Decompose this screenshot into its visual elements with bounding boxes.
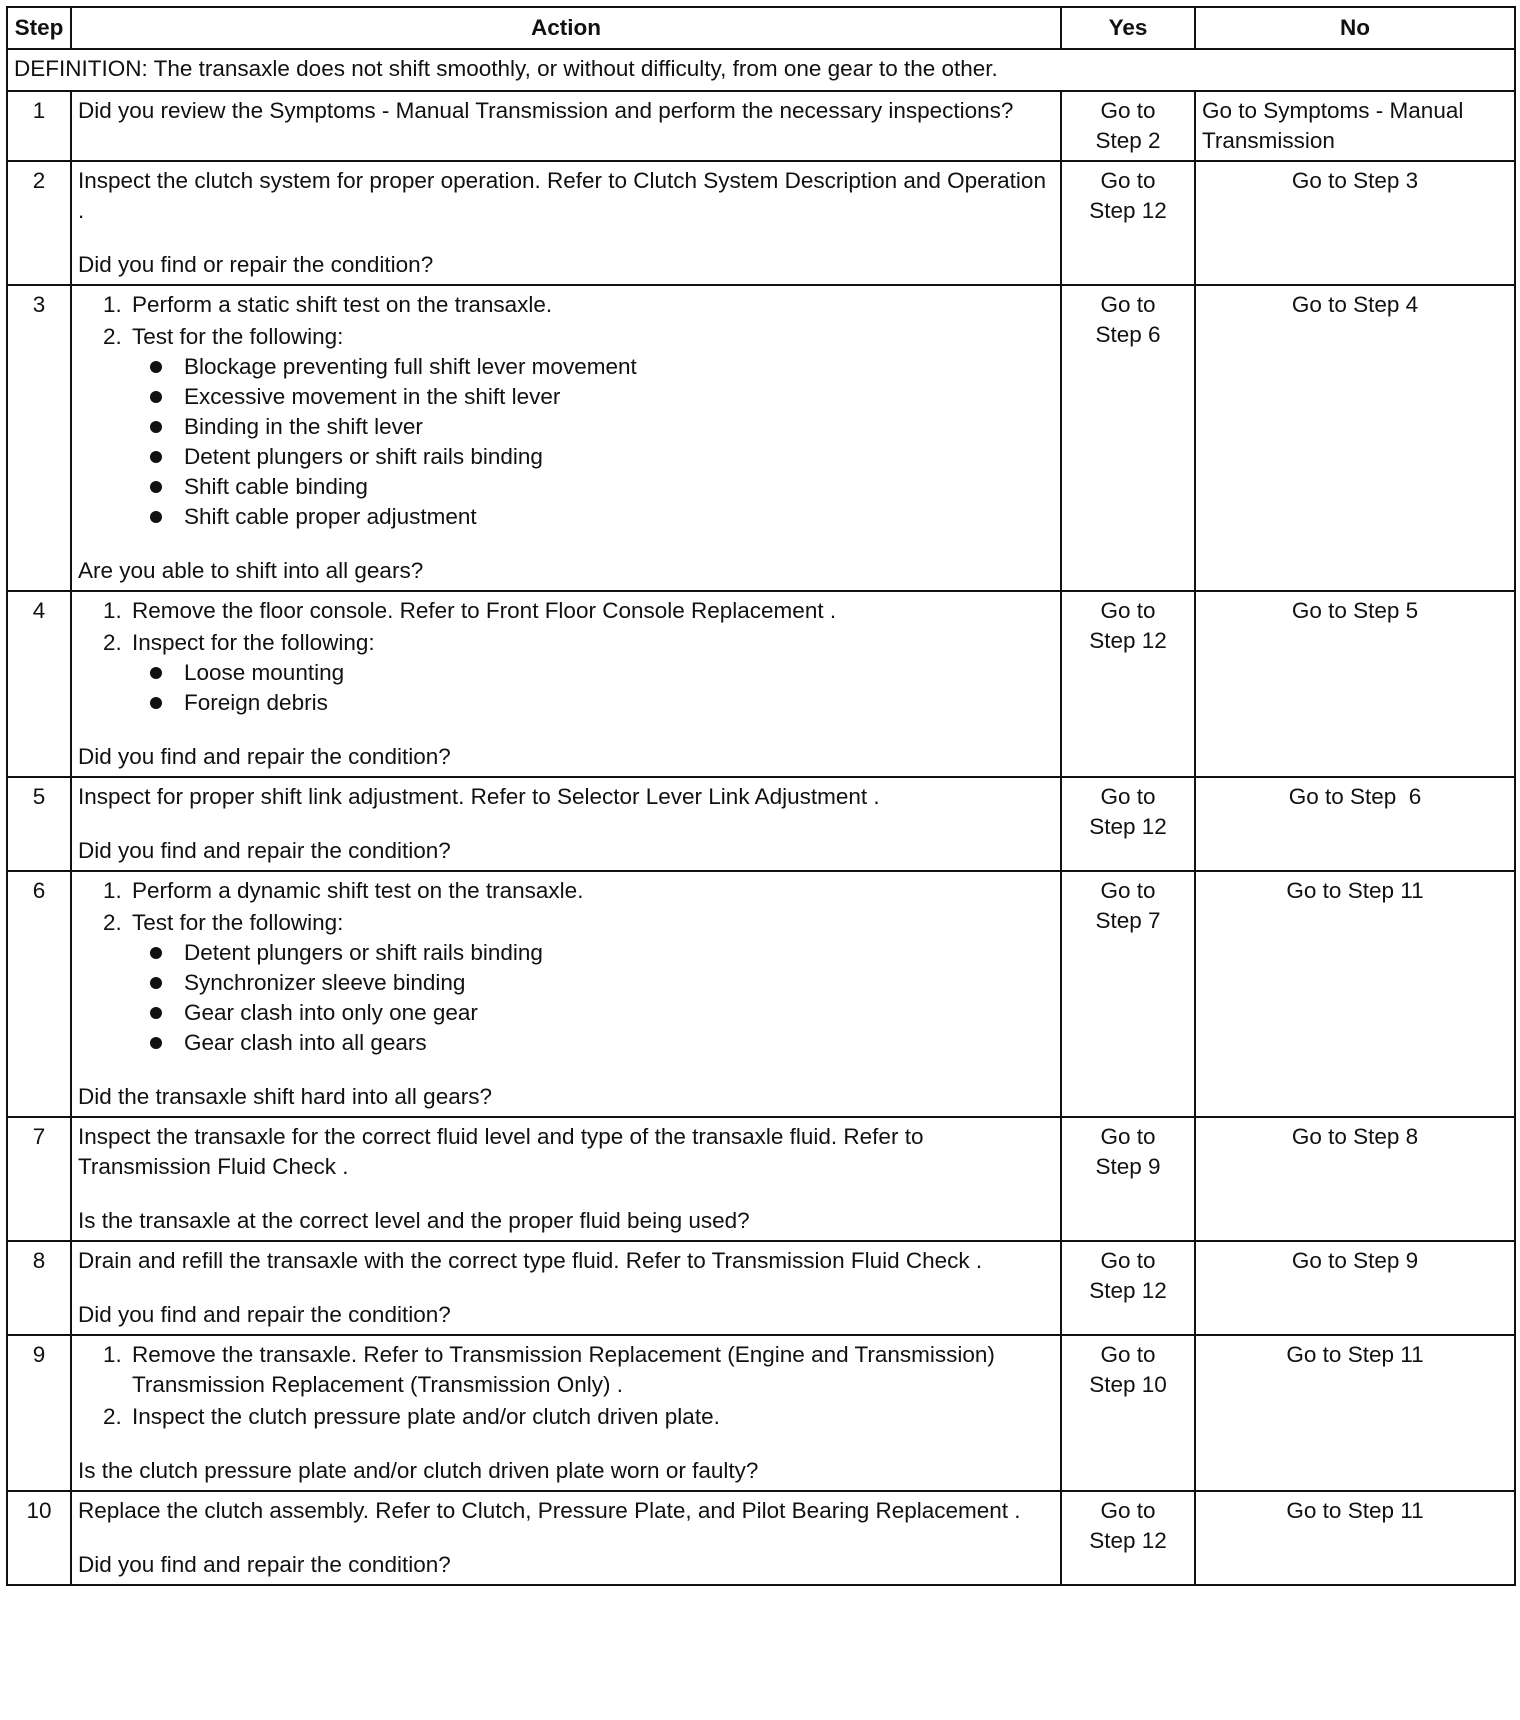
action-question: Did you find and repair the condition? — [78, 1552, 451, 1577]
bullet-item: Shift cable binding — [180, 472, 1054, 502]
header-row — [7, 7, 1515, 49]
yes-result: Go to Step 12 — [1061, 591, 1195, 777]
action-text: Did you review the Symptoms - Manual Transmission and perform the necessary inspections? — [78, 98, 1014, 123]
action-cell — [71, 777, 1061, 871]
yes-result: Go to Step 6 — [1061, 285, 1195, 591]
table-row — [7, 1117, 1515, 1241]
bullet-item: Loose mounting — [180, 658, 1054, 688]
yes-result: Go to Step 12 — [1061, 161, 1195, 285]
bullet-item: Detent plungers or shift rails binding — [180, 938, 1054, 968]
yes-result: Go to Step 9 — [1061, 1117, 1195, 1241]
step-number: 4 — [7, 591, 71, 777]
step-number: 6 — [7, 871, 71, 1117]
action-cell — [71, 591, 1061, 777]
header-step: Step — [7, 7, 71, 49]
table-row — [7, 1241, 1515, 1335]
no-result: Go to Step 9 — [1195, 1241, 1515, 1335]
bullet-item: Foreign debris — [180, 688, 1054, 718]
yes-result: Go to Step 12 — [1061, 1241, 1195, 1335]
yes-result: Go to Step 7 — [1061, 871, 1195, 1117]
definition-row — [7, 49, 1515, 91]
numbered-list — [78, 290, 1054, 532]
list-item: 2. Test for the following: Blockage preventing full shift lever movement Excessive movement in the shift lever Binding in the shift lever Detent plungers or shift rails binding Shift cable binding Shift cable proper adjustment — [128, 322, 1054, 532]
no-result: Go to Step 11 — [1195, 1491, 1515, 1585]
list-item: 2. Test for the following: Detent plungers or shift rails binding Synchronizer sleeve binding Gear clash into only one gear Gear clash into all gears — [128, 908, 1054, 1058]
step-number: 3 — [7, 285, 71, 591]
no-result: Go to Step 11 — [1195, 1335, 1515, 1491]
step-number: 10 — [7, 1491, 71, 1585]
action-text: Replace the clutch assembly. Refer to Clutch, Pressure Plate, and Pilot Bearing Replacement . — [78, 1498, 1021, 1523]
action-question: Did you find and repair the condition? — [78, 744, 451, 769]
bullet-item: Binding in the shift lever — [180, 412, 1054, 442]
action-question: Is the clutch pressure plate and/or clutch driven plate worn or faulty? — [78, 1458, 759, 1483]
bullet-item: Gear clash into only one gear — [180, 998, 1054, 1028]
action-text: Inspect for proper shift link adjustment. Refer to Selector Lever Link Adjustment . — [78, 784, 880, 809]
action-cell — [71, 91, 1061, 161]
step-number: 1 — [7, 91, 71, 161]
action-text: Inspect the transaxle for the correct fluid level and type of the transaxle fluid. Refer to Transmission Fluid Check . — [78, 1124, 924, 1179]
bullet-item: Detent plungers or shift rails binding — [180, 442, 1054, 472]
no-result: Go to Step 8 — [1195, 1117, 1515, 1241]
action-question: Did you find or repair the condition? — [78, 252, 434, 277]
yes-result: Go to Step 2 — [1061, 91, 1195, 161]
table-row — [7, 161, 1515, 285]
list-item: 1. Remove the transaxle. Refer to Transmission Replacement (Engine and Transmission) Transmission Replacement (Transmission Only) . — [128, 1340, 1054, 1400]
action-question: Did you find and repair the condition? — [78, 838, 451, 863]
header-yes: Yes — [1061, 7, 1195, 49]
step-number: 8 — [7, 1241, 71, 1335]
bullet-item: Gear clash into all gears — [180, 1028, 1054, 1058]
table-row — [7, 777, 1515, 871]
list-item: 2. Inspect for the following: Loose mounting Foreign debris — [128, 628, 1054, 718]
bullet-list — [132, 938, 1054, 1058]
bullet-item: Excessive movement in the shift lever — [180, 382, 1054, 412]
definition-text: DEFINITION: The transaxle does not shift smoothly, or without difficulty, from one gear to the other. — [7, 49, 1515, 91]
yes-result: Go to Step 10 — [1061, 1335, 1195, 1491]
table-row — [7, 285, 1515, 591]
bullet-list — [132, 352, 1054, 532]
action-question: Is the transaxle at the correct level and the proper fluid being used? — [78, 1208, 750, 1233]
numbered-list — [78, 1340, 1054, 1432]
header-no: No — [1195, 7, 1515, 49]
action-cell — [71, 1491, 1061, 1585]
diagnostic-table — [6, 6, 1516, 1586]
action-question: Are you able to shift into all gears? — [78, 558, 424, 583]
table-row — [7, 91, 1515, 161]
header-action: Action — [71, 7, 1061, 49]
step-number: 5 — [7, 777, 71, 871]
table-row — [7, 871, 1515, 1117]
yes-result: Go to Step 12 — [1061, 1491, 1195, 1585]
action-text: Drain and refill the transaxle with the correct type fluid. Refer to Transmission Fluid Check . — [78, 1248, 983, 1273]
action-cell — [71, 1335, 1061, 1491]
action-cell — [71, 1117, 1061, 1241]
step-number: 9 — [7, 1335, 71, 1491]
list-item: 1. Perform a static shift test on the transaxle. — [128, 290, 1054, 320]
no-result: Go to Symptoms - Manual Transmission — [1195, 91, 1515, 161]
no-result: Go to Step 3 — [1195, 161, 1515, 285]
list-item: 2. Inspect the clutch pressure plate and/or clutch driven plate. — [128, 1402, 1054, 1432]
table-row — [7, 1491, 1515, 1585]
no-result: Go to Step 6 — [1195, 777, 1515, 871]
action-question: Did the transaxle shift hard into all gears? — [78, 1084, 492, 1109]
action-cell — [71, 285, 1061, 591]
action-cell — [71, 161, 1061, 285]
numbered-list — [78, 876, 1054, 1058]
numbered-list — [78, 596, 1054, 718]
no-result: Go to Step 11 — [1195, 871, 1515, 1117]
step-number: 7 — [7, 1117, 71, 1241]
list-item: 1. Remove the floor console. Refer to Front Floor Console Replacement . — [128, 596, 1054, 626]
action-question: Did you find and repair the condition? — [78, 1302, 451, 1327]
yes-result: Go to Step 12 — [1061, 777, 1195, 871]
table-row — [7, 591, 1515, 777]
bullet-item: Synchronizer sleeve binding — [180, 968, 1054, 998]
no-result: Go to Step 5 — [1195, 591, 1515, 777]
bullet-item: Shift cable proper adjustment — [180, 502, 1054, 532]
diagnostic-page — [6, 6, 1514, 1706]
table-row — [7, 1335, 1515, 1491]
bullet-list — [132, 658, 1054, 718]
no-result: Go to Step 4 — [1195, 285, 1515, 591]
action-cell — [71, 1241, 1061, 1335]
bullet-item: Blockage preventing full shift lever movement — [180, 352, 1054, 382]
action-cell — [71, 871, 1061, 1117]
step-number: 2 — [7, 161, 71, 285]
list-item: 1. Perform a dynamic shift test on the transaxle. — [128, 876, 1054, 906]
action-text: Inspect the clutch system for proper operation. Refer to Clutch System Description and Operation . — [78, 168, 1046, 223]
